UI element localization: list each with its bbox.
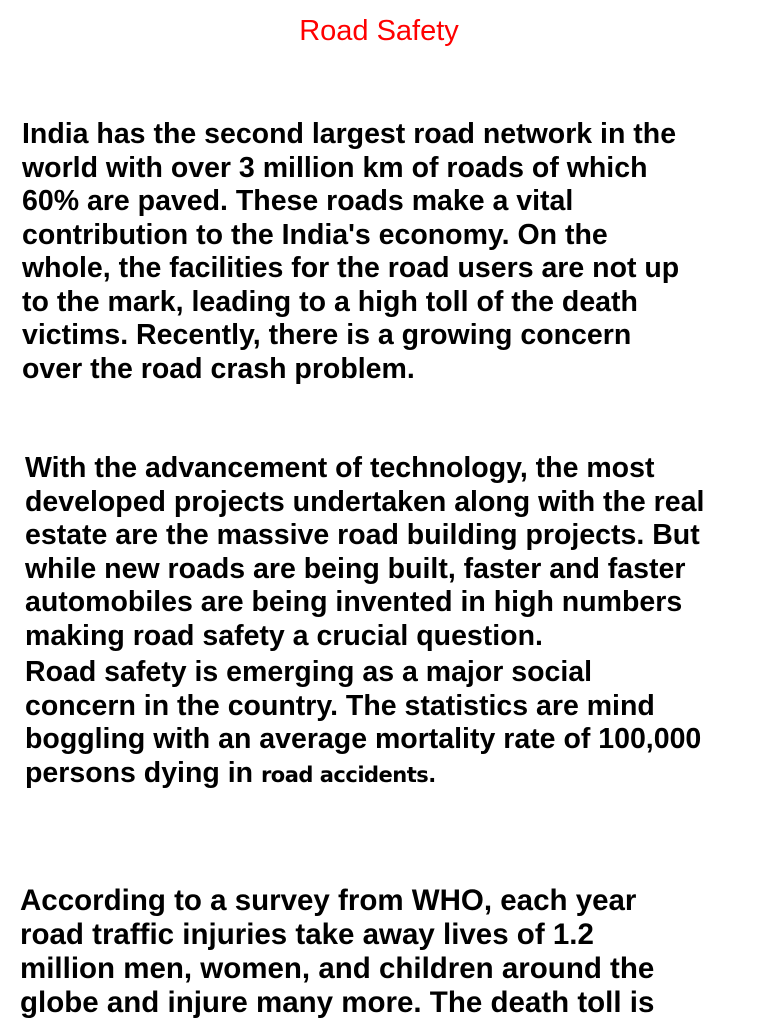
paragraph-technology (25, 452, 704, 653)
paragraph-line: Road safety is emerging as a major social (25, 656, 593, 688)
paragraph-line: globe and injure many more. The death toll is (20, 986, 655, 1019)
paragraph-line (25, 757, 701, 793)
paragraph-line: With the advancement of technology, the most (25, 452, 655, 484)
paragraph-line: whole, the facilities for the road users are not up (22, 252, 680, 284)
paragraph-line: boggling with an average mortality rate of 100,000 (25, 723, 702, 755)
paragraph-line: world with over 3 million km of roads of which (22, 151, 648, 184)
paragraph-line: making road safety a crucial question. (25, 619, 543, 652)
paragraph-line-start: persons dying in (25, 756, 261, 789)
paragraph-line: estate are the massive road building projects. But (25, 519, 700, 551)
paragraph-line: over the road crash problem. (22, 352, 415, 385)
paragraph-line: to the mark, leading to a high toll of the death (22, 285, 638, 318)
paragraph-line: automobiles are being invented in high numbers (25, 586, 683, 618)
paragraph-line: victims. Recently, there is a growing concern (22, 319, 632, 351)
paragraph-road-network (22, 118, 679, 386)
paragraph-line: According to a survey from WHO, each year (20, 884, 637, 917)
document-title: Road Safety (299, 15, 459, 47)
paragraph-line: concern in the country. The statistics are mind (25, 689, 655, 722)
paragraph-line: road traffic injuries take away lives of 1.2 (20, 918, 594, 951)
paragraph-line: 60% are paved. These roads make a vital (22, 185, 574, 217)
paragraph-line-tail: road accidents. (260, 762, 436, 787)
paragraph-line: developed projects undertaken along with the real (25, 485, 705, 518)
paragraph-line: while new roads are being built, faster and faster (25, 552, 686, 585)
paragraph-social-concern (25, 656, 701, 792)
paragraph-who-survey (20, 884, 654, 1020)
paragraph-line: million men, women, and children around the (20, 952, 655, 985)
paragraph-line: India has the second largest road network in the (22, 118, 677, 150)
paragraph-line: contribution to the India's economy. On the (22, 218, 608, 251)
